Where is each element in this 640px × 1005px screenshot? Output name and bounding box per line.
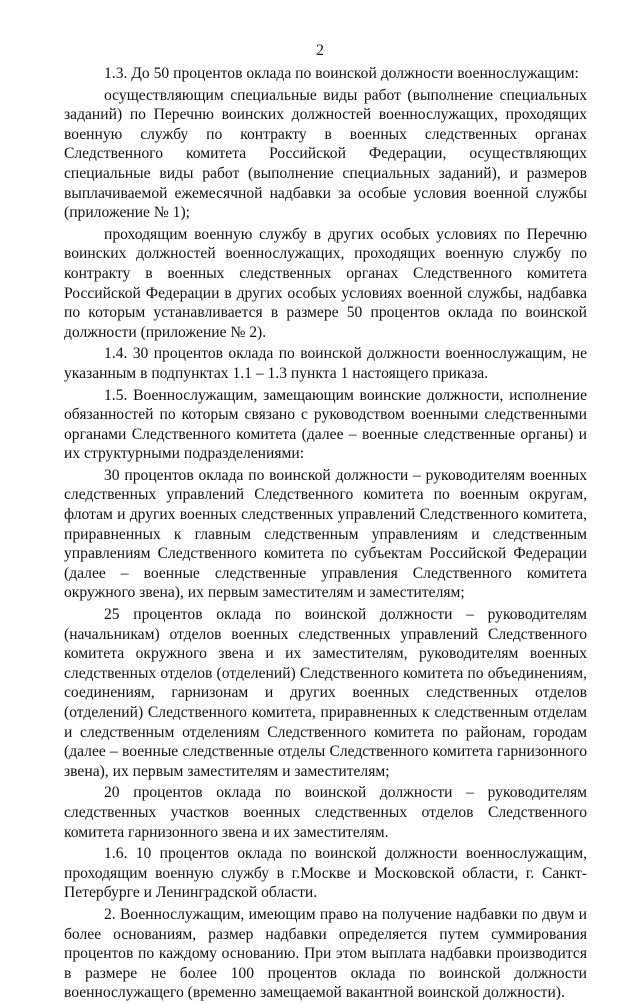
paragraph-1-3-intro: 1.3. До 50 процентов оклада по воинской должности военнослужащим: — [104, 65, 579, 82]
paragraph-1-4: 1.4. 30 процентов оклада по воинской должности военнослужащим, не указанным в подпунктах 1.1 – 1.3 пункта 1 настоящего приказа. — [64, 345, 587, 382]
paragraph-other-conditions: проходящим военную службу в других особых условиях по Перечню воинских должностей военнослужащих, проходящих военную службу по контракту в военных следственных органах Следственного комитета Российской Федерации в других особых условиях военной службы, надбавка по которым устанавливается в размере 50 процентов оклада по воинской должности (приложение № 2). — [64, 225, 587, 341]
paragraph-2: 2. Военнослужащим, имеющим право на получение надбавки по двум и более основаниям, размер надбавки определяется путем суммирования процентов по каждому основанию. При этом выплата надбавки производится в размере не более 100 процентов оклада по воинской должности военнослужащего (временно замещаемой вакантной воинской должности). — [64, 905, 587, 1002]
paragraph-special-works: осуществляющим специальные виды работ (выполнение специальных заданий) по Перечню воинских должностей военнослужащих, проходящих военную службу по контракту в военных следственных органах Следственного комитета Российской Федерации, осуществляющих специальные виды работ (выполнение специальных заданий), и размеров выплачиваемой ежемесячной надбавки за особые условия военной службы (приложение № 1); — [64, 86, 587, 222]
page-number: 2 — [316, 42, 324, 59]
paragraph-25-percent: 25 процентов оклада по воинской должности – руководителям (начальникам) отделов военных следственных управлений Следственного комитета окружного звена и их заместителям, руководителям военных следственных отделов (отделений) Следственного комитета по объединениям, соединениям, гарнизонам и других военных следственных отделов (отделений) Следственного комитета, приравненных к следственным отделам и следственным отделениям Следственного комитета по районам, городам (далее – военные следственные отделы Следственного комитета гарнизонного звена), их первым заместителям и заместителям; — [64, 606, 587, 780]
paragraph-1-5: 1.5. Военнослужащим, замещающим воинские должности, исполнение обязанностей по которым связано с руководством военными следственными органами Следственного комитета (далее – военные следственные органы) и их структурными подразделениями: — [64, 386, 587, 463]
paragraph-1-6: 1.6. 10 процентов оклада по воинской должности военнослужащим, проходящим военную службу в г.Москве и Московской области, г. Санкт-Петербурге и Ленинградской области. — [64, 845, 587, 902]
paragraph-30-percent: 30 процентов оклада по воинской должности – руководителям военных следственных управлений Следственного комитета по военным округам, флотам и других военных следственных управлений Следственного комитета, приравненных к главным следственным управлениям и следственным управлениям Следственного комитета по субъектам Российской Федерации (далее – военные следственные управления Следственного комитета окружного звена), их первым заместителям и заместителям; — [64, 466, 587, 602]
document-body — [64, 64, 587, 1005]
paragraph-20-percent: 20 процентов оклада по воинской должности – руководителям следственных участков военных следственных отделов Следственного комитета гарнизонного звена и их заместителям. — [64, 784, 587, 841]
